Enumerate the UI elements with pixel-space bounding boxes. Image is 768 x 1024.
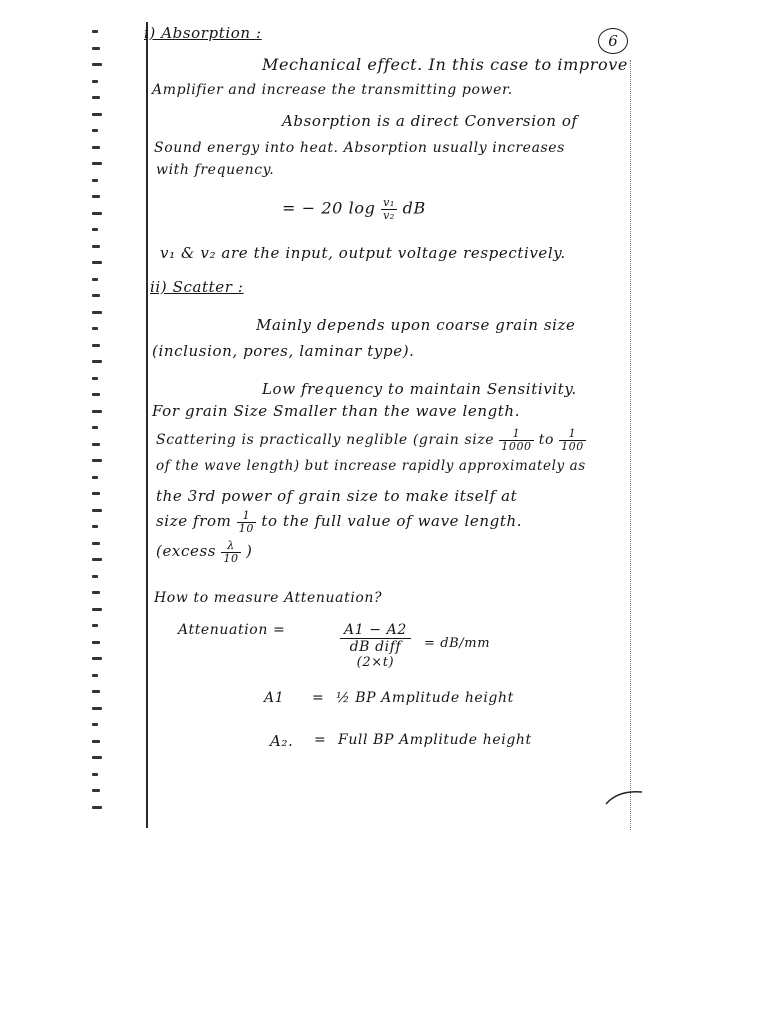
binder-mark [92, 63, 102, 66]
binder-mark [92, 674, 98, 677]
fraction-denominator: 10 [223, 551, 239, 565]
absorption-formula [282, 197, 426, 221]
absorption-line-2: Amplifier and increase the transmitting power. [152, 82, 513, 98]
formula-prefix: = − 20 log [282, 198, 376, 218]
binder-mark [92, 641, 100, 644]
binder-mark [92, 591, 100, 594]
binder-mark [92, 740, 100, 743]
a2-equals: = [314, 732, 327, 748]
binder-mark [92, 492, 100, 495]
binder-mark [92, 311, 102, 314]
scatter-heading: ii) Scatter : [150, 278, 244, 296]
scatter-line-1: Mainly depends upon coarse grain size [256, 316, 576, 334]
binder-margin-marks [88, 30, 110, 830]
binder-mark [92, 162, 102, 165]
absorption-line-3: Absorption is a direct Conversion of [282, 112, 578, 130]
binder-mark [92, 245, 100, 248]
absorption-heading: i) Absorption : [144, 24, 262, 42]
binder-mark [92, 608, 102, 611]
binder-mark [92, 723, 98, 726]
binder-mark [92, 393, 100, 396]
scatter-line-8-start: size from [156, 512, 232, 531]
binder-mark [92, 806, 102, 809]
scatter-line-2: (inclusion, pores, laminar type). [152, 342, 415, 360]
binder-mark [92, 278, 98, 281]
fraction-denominator: 1000 [501, 439, 532, 453]
binder-mark [92, 426, 98, 429]
binder-mark [92, 360, 102, 363]
page-number: 6 [598, 28, 628, 54]
a1-equals: = [312, 690, 325, 706]
absorption-line-5: with frequency. [156, 162, 275, 178]
margin-line [146, 22, 148, 828]
binder-mark [92, 261, 102, 264]
absorption-note: v₁ & v₂ are the input, output voltage respectively. [160, 244, 566, 262]
binder-mark [92, 459, 102, 462]
binder-mark [92, 228, 98, 231]
absorption-line-1: Mechanical effect. In this case to improve [262, 55, 628, 74]
binder-mark [92, 344, 100, 347]
binder-mark [92, 179, 98, 182]
fraction-numerator: 1 [559, 428, 586, 441]
binder-mark [92, 773, 98, 776]
formula-denominator: v₂ [383, 208, 395, 222]
attenuation-unit: = dB/mm [424, 636, 491, 651]
a1-label: A1 [264, 690, 285, 706]
fraction-numerator: λ [221, 540, 240, 553]
formula-numerator: v₁ [383, 196, 395, 209]
attenuation-numerator: A1 − A2 [340, 622, 411, 639]
scatter-line-7: the 3rd power of grain size to make itself at [156, 487, 518, 505]
binder-mark [92, 509, 102, 512]
right-edge-line [630, 60, 631, 830]
a1-value: ½ BP Amplitude height [336, 690, 514, 706]
attenuation-denominator-2: (2×t) [356, 655, 395, 670]
fraction-numerator: 1 [499, 428, 533, 441]
fraction-1-1000 [499, 428, 533, 452]
fraction-1-10 [237, 510, 256, 534]
absorption-line-4: Sound energy into heat. Absorption usually increases [154, 140, 565, 156]
scatter-line-9 [156, 540, 252, 564]
binder-mark [92, 377, 98, 380]
binder-mark [92, 113, 102, 116]
fraction-lambda-10 [221, 540, 240, 564]
binder-mark [92, 47, 100, 50]
binder-mark [92, 212, 102, 215]
scatter-line-5 [156, 428, 586, 452]
binder-mark [92, 657, 102, 660]
scatter-line-5-to: to [538, 432, 554, 449]
fraction-numerator: 1 [237, 510, 256, 523]
binder-mark [92, 525, 98, 528]
scatter-line-9-start: (excess [156, 542, 217, 561]
binder-mark [92, 96, 100, 99]
fraction-1-100 [559, 428, 586, 452]
binder-mark [92, 690, 100, 693]
formula-fraction [381, 197, 397, 221]
binder-mark [92, 575, 98, 578]
measure-heading: How to measure Attenuation? [154, 590, 383, 606]
scatter-line-6: of the wave length) but increase rapidly approximately as [156, 458, 586, 474]
binder-mark [92, 30, 98, 33]
attenuation-denominator: dB diff [349, 639, 402, 655]
binder-mark [92, 327, 98, 330]
fraction-denominator: 100 [561, 439, 584, 453]
binder-mark [92, 195, 100, 198]
binder-mark [92, 80, 98, 83]
binder-mark [92, 542, 100, 545]
binder-mark [92, 558, 102, 561]
binder-mark [92, 443, 100, 446]
scatter-line-8-end: to the full value of wave length. [261, 512, 523, 531]
a2-label: A₂. [270, 732, 294, 750]
binder-mark [92, 476, 98, 479]
binder-mark [92, 410, 102, 413]
binder-mark [92, 707, 102, 710]
scatter-line-4: For grain Size Smaller than the wave length. [152, 402, 521, 420]
fraction-denominator: 10 [238, 521, 254, 535]
binder-mark [92, 756, 102, 759]
binder-mark [92, 789, 100, 792]
scatter-line-3: Low frequency to maintain Sensitivity. [262, 380, 577, 398]
attenuation-fraction [340, 622, 411, 670]
formula-unit: dB [402, 198, 426, 218]
scatter-line-5-text: Scattering is practically neglible (grain size [156, 432, 495, 449]
pen-stroke-decoration [604, 788, 644, 808]
a2-value: Full BP Amplitude height [338, 732, 532, 748]
attenuation-label: Attenuation = [178, 622, 286, 638]
binder-mark [92, 146, 100, 149]
scatter-line-9-end: ) [246, 542, 253, 561]
binder-mark [92, 294, 100, 297]
scatter-line-8 [156, 510, 522, 534]
binder-mark [92, 129, 98, 132]
binder-mark [92, 624, 98, 627]
